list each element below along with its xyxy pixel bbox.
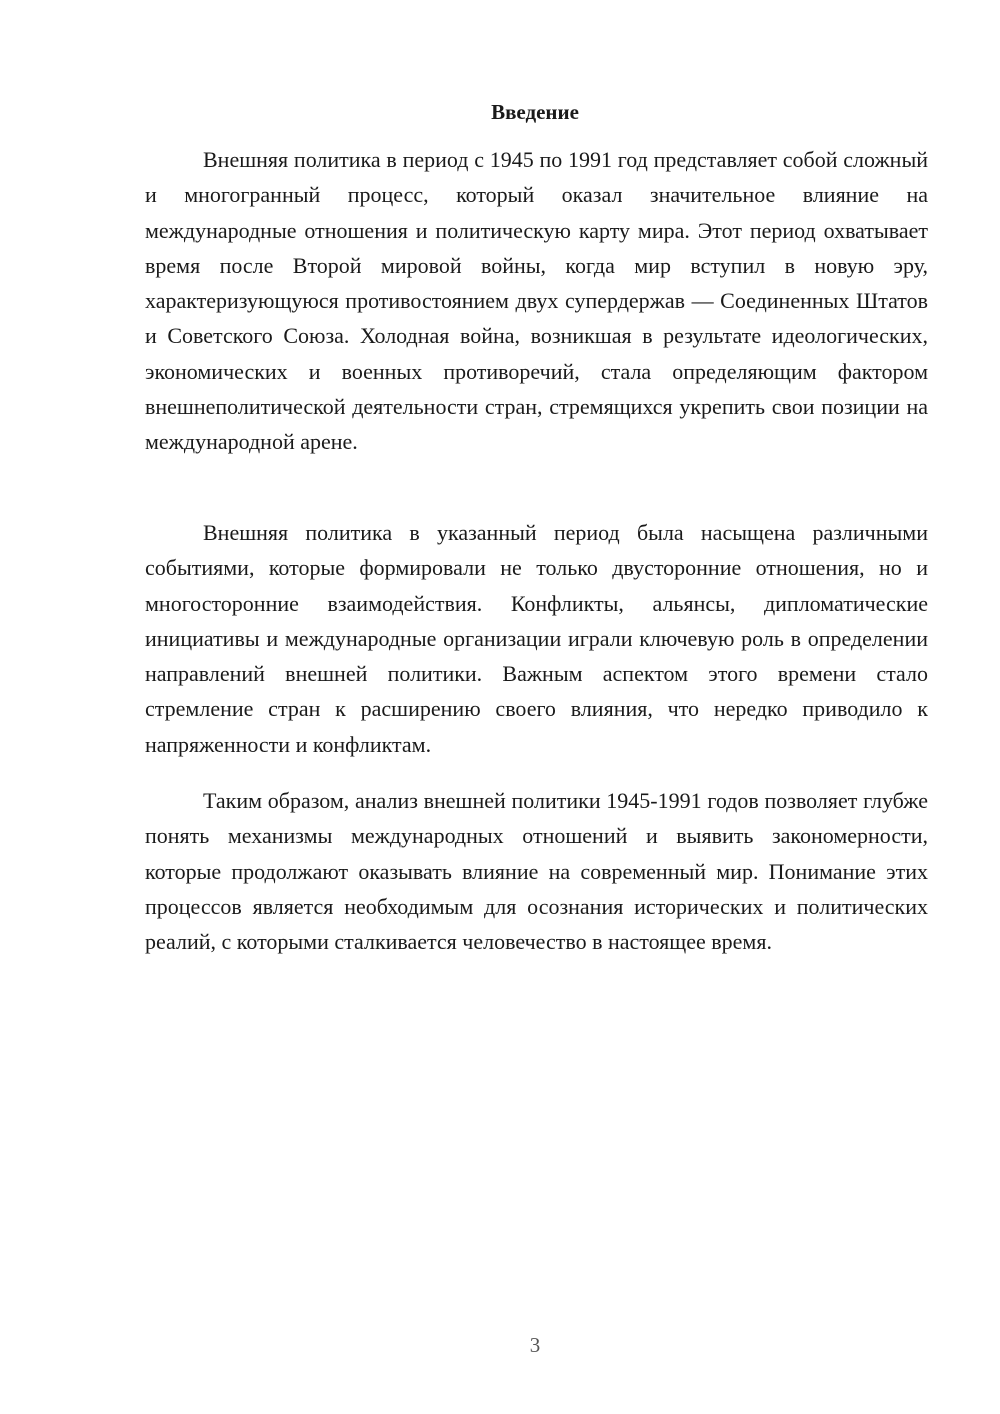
- page-number: 3: [529, 1333, 541, 1357]
- paragraph-2: Внешняя политика в указанный период была насыщена различными событиями, которые формировали не только двусторонние отношения, но и многосторонние взаимодействия. Конфликты, альянсы, дипломатические инициативы и международные организации играли ключевую роль в определении направлений внешней политики. Важным аспектом этого времени стало стремление стран к расширению своего влияния, что нередко приводило к напряженности и конфликтам.: [145, 520, 928, 757]
- paragraph-1: Внешняя политика в период с 1945 по 1991 год представляет собой сложный и многогранный процесс, который оказал значительное влияние на международные отношения и политическую карту мира. Этот период охватывает время после Второй мировой войны, когда мир вступил в новую эру, характеризующуюся противостоянием двух супердержав — Соединенных Штатов и Советского Союза. Холодная война, возникшая в результате идеологических, экономических и военных противоречий, стала определяющим фактором внешнеполитической деятельности стран, стремящихся укрепить свои позиции на международной арене.: [145, 147, 928, 455]
- section-title: Введение: [491, 100, 579, 124]
- paragraph-3: Таким образом, анализ внешней политики 1945-1991 годов позволяет глубже понять механизмы международных отношений и выявить закономерности, которые продолжают оказывать влияние на современный мир. Понимание этих процессов является необходимым для осознания исторических и политических реалий, с которыми сталкивается человечество в настоящее время.: [145, 788, 928, 955]
